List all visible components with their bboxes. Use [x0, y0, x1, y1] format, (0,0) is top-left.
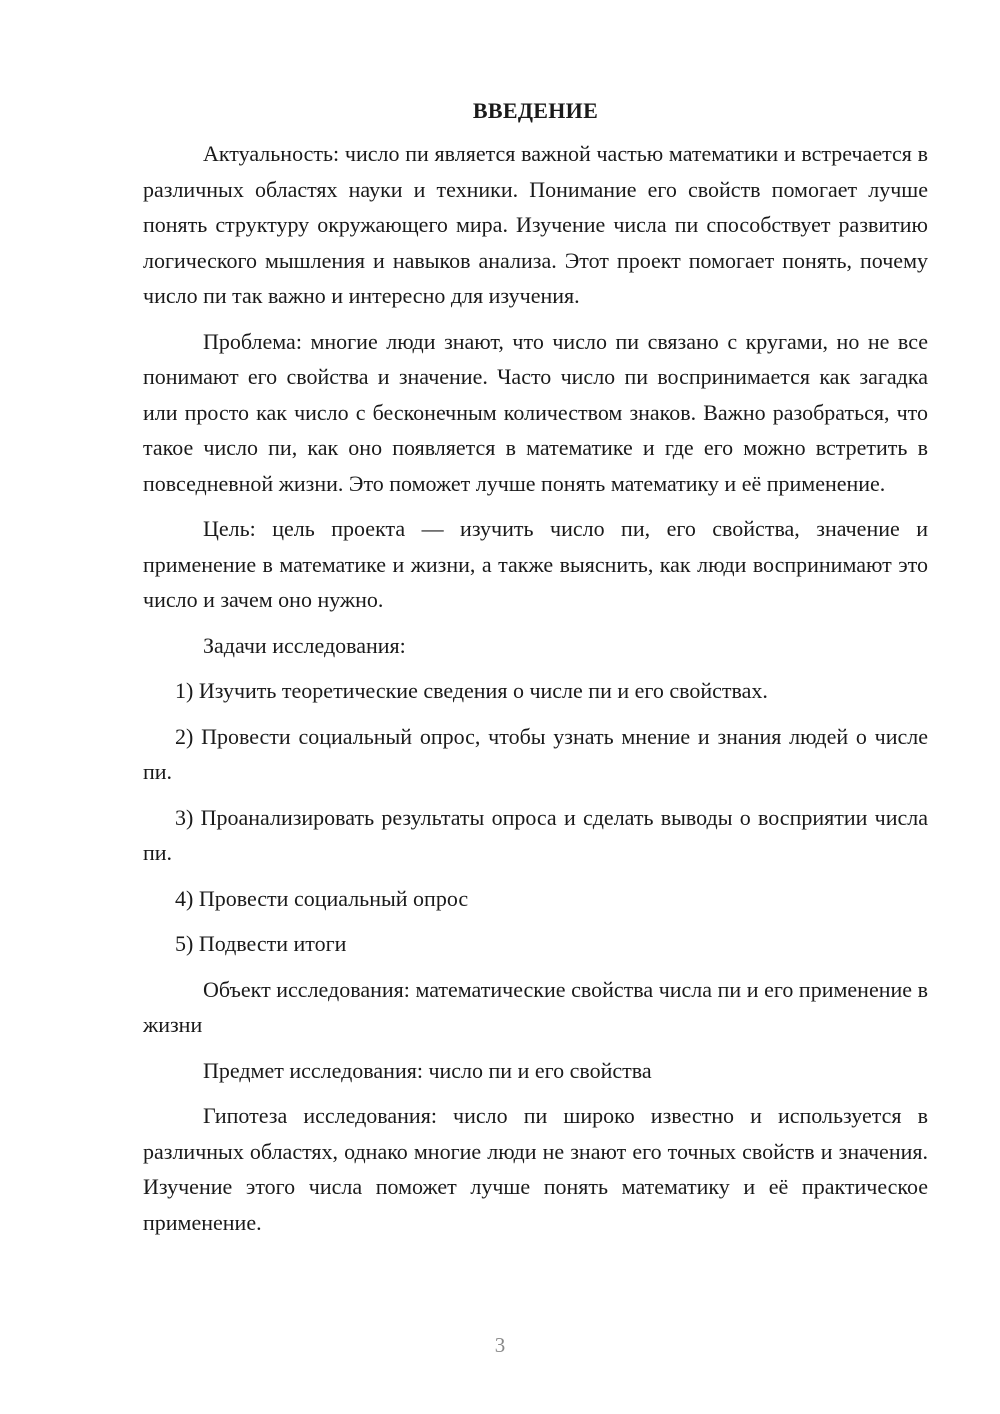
task-item: 1) Изучить теоретические сведения о числе пи и его свойствах.: [175, 678, 768, 703]
paragraph-object: Объект исследования: математические свойства числа пи и его применение в жизни: [143, 976, 928, 1037]
section-title: ВВЕДЕНИЕ: [472, 98, 599, 123]
paragraph-problem: Проблема: многие люди знают, что число пи связано с кругами, но не все понимают его свойства и значение. Часто число пи воспринимается как загадка или просто как число с бесконечным количеством знаков. Важно разобраться, что такое число пи, как оно появляется в математике и где его можно встретить в повседневной жизни. Это поможет лучше понять математику и её применение.: [143, 328, 928, 496]
task-item: 5) Подвести итоги: [175, 931, 347, 956]
page-number: 3: [494, 1333, 506, 1357]
document-page: [143, 96, 928, 1240]
task-item: 2) Провести социальный опрос, чтобы узнать мнение и знания людей о числе пи.: [143, 723, 928, 784]
task-item: 3) Проанализировать результаты опроса и сделать выводы о восприятии числа пи.: [143, 804, 928, 865]
paragraph-subject: Предмет исследования: число пи и его свойства: [203, 1057, 652, 1083]
tasks-heading: Задачи исследования:: [203, 632, 406, 658]
paragraph-goal: Цель: цель проекта — изучить число пи, его свойства, значение и применение в математике и жизни, а также выяснить, как люди воспринимают это число и зачем оно нужно.: [143, 516, 928, 612]
paragraph-relevance: Актуальность: число пи является важной частью математики и встречается в различных областях науки и техники. Понимание его свойств помогает лучше понять структуру окружающего мира. Изучение числа пи способствует развитию логического мышления и навыков анализа. Этот проект помогает понять, почему число пи так важно и интересно для изучения.: [143, 141, 928, 308]
task-item: 4) Провести социальный опрос: [175, 885, 469, 911]
paragraph-hypothesis: Гипотеза исследования: число пи широко известно и используется в различных областях, однако многие люди не знают его точных свойств и значения. Изучение этого числа поможет лучше понять математику и её практическое применение.: [143, 1103, 928, 1235]
